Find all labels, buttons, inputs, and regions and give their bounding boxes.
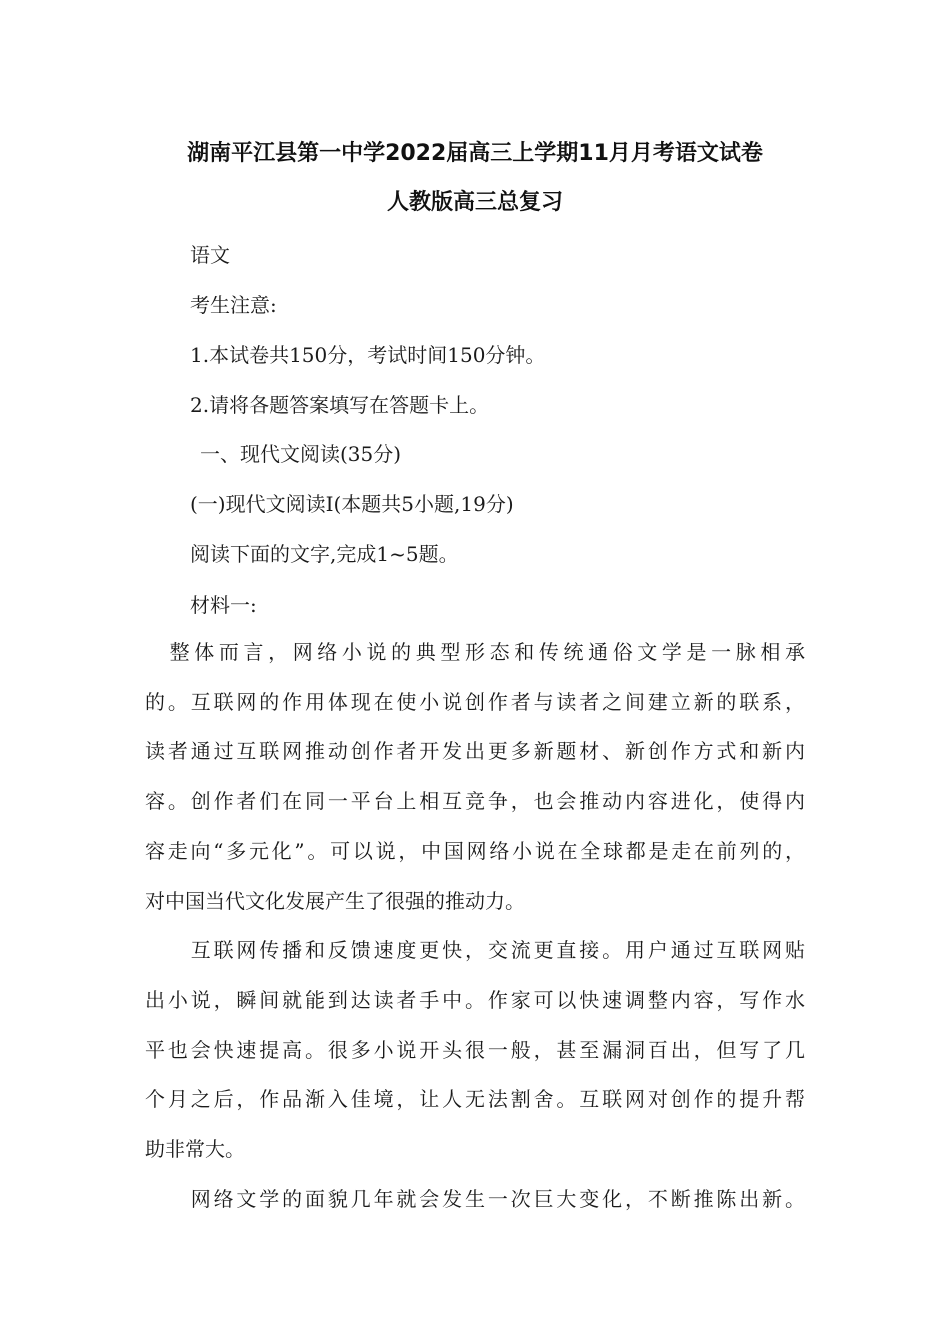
- paragraph-line: 出小说，瞬间就能到达读者手中。作家可以快速调整内容，写作水: [145, 988, 805, 1012]
- paragraph-line: 整体而言，网络小说的典型形态和传统通俗文学是一脉相承: [145, 640, 805, 664]
- paragraph-line: 容。创作者们在同一平台上相互竞争，也会推动内容进化，使得内: [145, 789, 805, 813]
- paragraph-line: 互联网传播和反馈速度更快，交流更直接。用户通过互联网贴: [145, 938, 805, 962]
- section-heading: 一、现代文阅读(35分): [200, 442, 402, 466]
- paragraph-line: 容走向“多元化”。可以说，中国网络小说在全球都是走在前列的，: [145, 839, 805, 863]
- subsection-heading: (一)现代文阅读Ⅰ(本题共5小题,19分): [190, 492, 514, 516]
- material-label: 材料一:: [190, 593, 257, 617]
- notice-heading: 考生注意:: [190, 293, 277, 317]
- paragraph-line: 的。互联网的作用体现在使小说创作者与读者之间建立新的联系，: [145, 690, 805, 714]
- notice-item: 2.请将各题答案填写在答题卡上。: [190, 393, 490, 417]
- reading-instruction: 阅读下面的文字,完成1~5题。: [190, 542, 459, 566]
- subject-label: 语文: [190, 243, 230, 267]
- paragraph-line: 平也会快速提高。很多小说开头很一般，甚至漏洞百出，但写了几: [145, 1038, 805, 1062]
- notice-item: 1.本试卷共150分，考试时间150分钟。: [190, 343, 546, 367]
- paragraph-line: 读者通过互联网推动创作者开发出更多新题材、新创作方式和新内: [145, 739, 805, 763]
- paragraph-line: 网络文学的面貌几年就会发生一次巨大变化，不断推陈出新。: [145, 1187, 805, 1211]
- paragraph-line: 助非常大。: [145, 1137, 245, 1161]
- document-subtitle: 人教版高三总复习: [386, 190, 563, 215]
- paragraph-line: 对中国当代文化发展产生了很强的推动力。: [145, 889, 525, 913]
- document-title: 湖南平江县第一中学2022届高三上学期11月月考语文试卷: [187, 141, 763, 166]
- paragraph-line: 个月之后，作品渐入佳境，让人无法割舍。互联网对创作的提升帮: [145, 1087, 805, 1111]
